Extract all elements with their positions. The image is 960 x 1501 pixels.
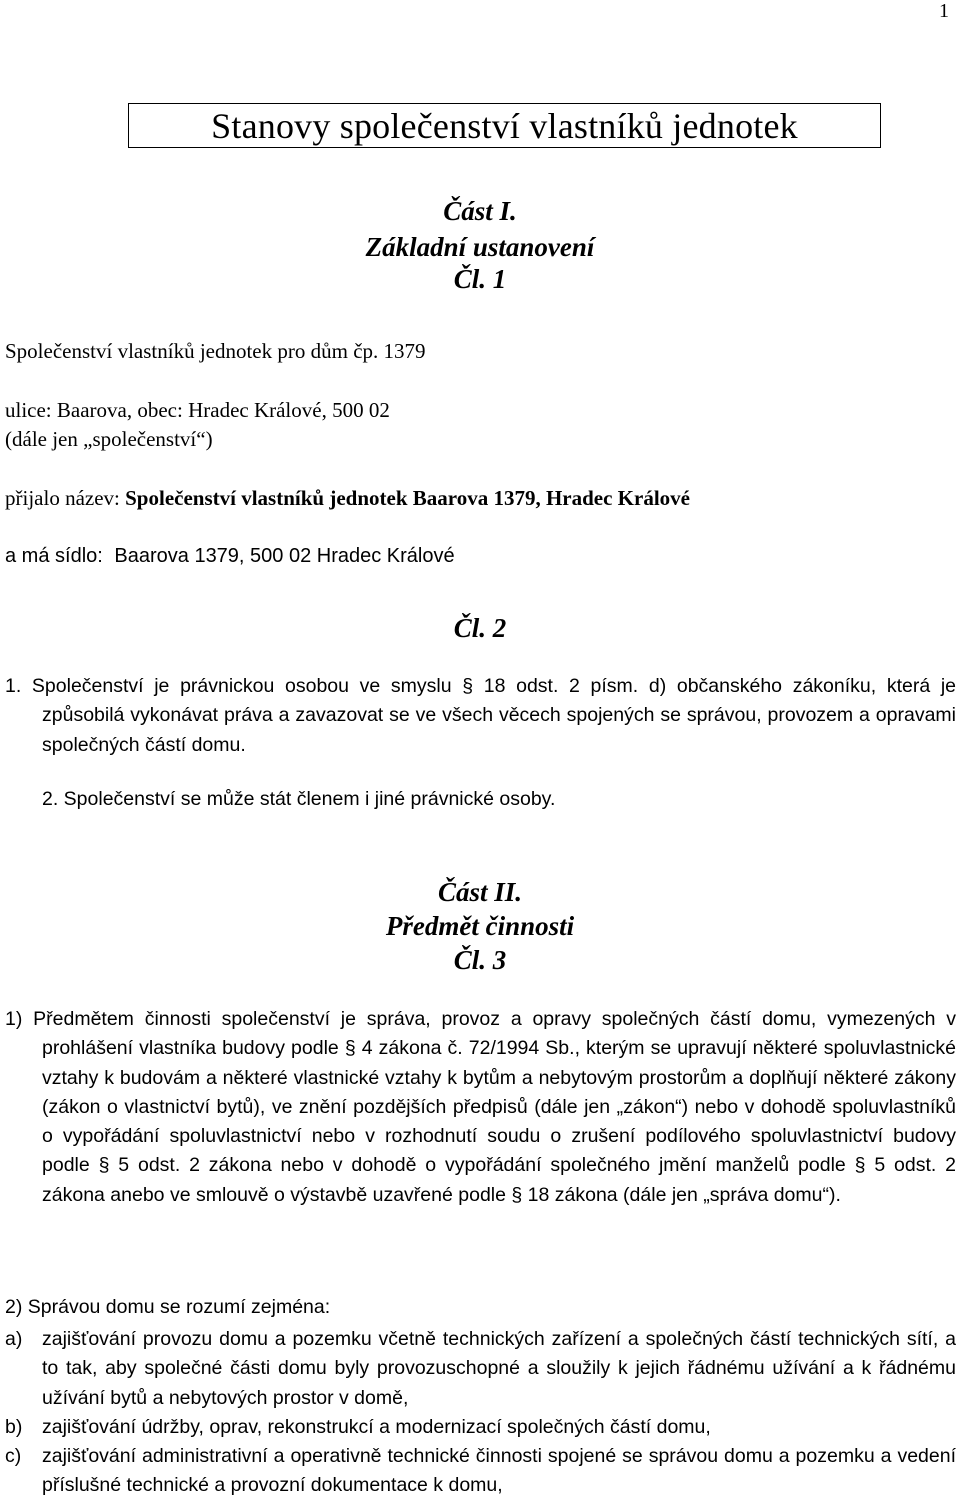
article3-paragraph-2: 2) Správou domu se rozumí zejména: — [5, 1296, 331, 1318]
article2-paragraph-1: 1. Společenství je právnickou osobou ve smyslu § 18 odst. 2 písm. d) občanského zákoníku, která je způsobilá vykonávat práva a zavazovat se ve všech věcech spojených se správou, provozem a opravami společných částí domu. — [5, 675, 956, 756]
adopted-name-value: Společenství vlastníků jednotek Baarova 1379, Hradec Králové — [125, 486, 690, 510]
document-title: Stanovy společenství vlastníků jednotek — [128, 103, 881, 148]
seat-value: Baarova 1379, 500 02 Hradec Králové — [114, 545, 455, 567]
article-heading: Čl. 2 — [453, 613, 507, 643]
list-item — [5, 1442, 956, 1501]
list-item — [5, 1325, 956, 1413]
part-heading: Část II. — [437, 877, 523, 907]
list-item-text: zajišťování provozu domu a pozemku včetně technických zařízení a společných částí technických sítí, a to tak, aby společné části domu byly provozuschopné a sloužily k jejich řádnému užívání a k řádnému užívání bytů a nebytových prostor v domě, — [42, 1328, 956, 1409]
identity-line-house: Společenství vlastníků jednotek pro dům čp. 1379 — [5, 339, 426, 363]
article-heading: Čl. 1 — [453, 264, 507, 294]
seat-line — [5, 545, 455, 568]
duties-list — [5, 1325, 956, 1501]
adopted-name-label: přijalo název: — [5, 486, 126, 510]
identity-line-short-name: (dále jen „společenství“) — [5, 427, 213, 451]
article2-paragraph-2: 2. Společenství se může stát členem i jiné právnické osoby. — [42, 788, 556, 810]
page-number: 1 — [939, 0, 949, 22]
seat-label: a má sídlo: — [5, 545, 109, 567]
part-heading: Část I. — [443, 196, 517, 226]
list-item-text: zajišťování údržby, oprav, rekonstrukcí a modernizací společných částí domu, — [42, 1415, 711, 1438]
list-marker: b) — [5, 1415, 23, 1438]
list-item — [5, 1413, 956, 1442]
article-heading: Čl. 3 — [453, 945, 507, 975]
list-item-text: zajišťování administrativní a operativně technické činnosti spojené se správou domu a pozemku a vedení příslušné technické a provozní dokumentace k domu, — [42, 1445, 956, 1497]
part-name: Předmět činnosti — [385, 911, 575, 941]
adopted-name-line — [5, 486, 690, 511]
article3-paragraph-1: 1) Předmětem činnosti společenství je správa, provoz a opravy společných částí domu, vymezených v prohlášení vlastníka budovy podle § 4 zákona č. 72/1994 Sb., kterým se upravují některé spoluvlastnické vztahy k budovám a některé vlastnické vztahy k bytům a nebytovým prostorům a doplňují některé zákony (zákon o vlastnictví bytů), ve znění pozdějších předpisů (dále jen „zákon“) nebo v dohodě spoluvlastníků o vypořádání spoluvlastnictví nebo v rozhodnutí soudu o zrušení podílového spoluvlastnictví budovy podle § 5 odst. 2 zákona nebo v dohodě o vypořádání společného jmění manželů podle § 5 odst. 2 zákona anebo ve smlouvě o výstavbě uzavřené podle § 18 zákona (dále jen „správa domu“). — [5, 1008, 956, 1206]
list-marker: a) — [5, 1328, 23, 1350]
list-marker: c) — [5, 1445, 22, 1468]
part-name: Základní ustanovení — [365, 232, 595, 262]
identity-line-address: ulice: Baarova, obec: Hradec Králové, 500 02 — [5, 398, 390, 422]
